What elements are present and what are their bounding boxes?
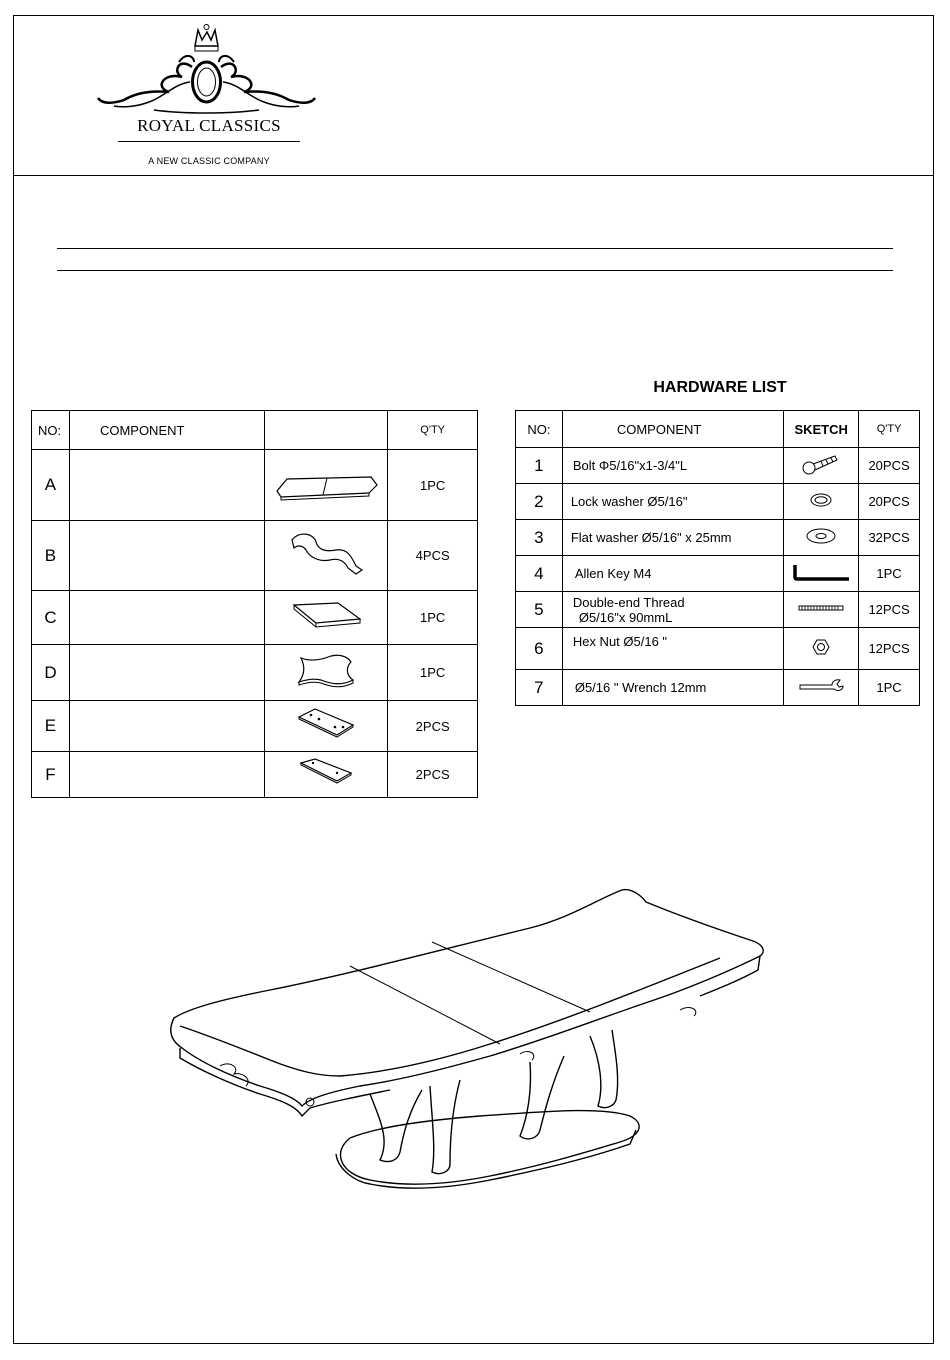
component-letter: B	[32, 521, 70, 591]
hw-sketch	[784, 592, 859, 628]
assembled-table-illustration	[160, 880, 780, 1190]
hw-description-line: Hex Nut Ø5/16 "	[572, 634, 668, 649]
hw-sketch	[784, 628, 859, 670]
hw-sketch	[784, 556, 859, 592]
table-top-icon	[271, 463, 381, 503]
hw-description	[562, 520, 783, 556]
hardware-list-title: HARDWARE LIST	[653, 379, 787, 396]
hw-number: 2	[516, 484, 563, 520]
hw-number: 1	[516, 448, 563, 484]
hw-header-no: NO:	[516, 411, 563, 448]
hw-sketch	[784, 670, 859, 706]
hw-description-line: Flat washer Ø5/16" x 25mm	[570, 530, 732, 545]
hw-number: 5	[516, 592, 563, 628]
hw-description-line: Ø5/16 " Wrench 12mm	[574, 680, 707, 695]
component-qty: 1PC	[388, 591, 478, 645]
component-row	[32, 645, 478, 701]
hardware-row	[516, 520, 920, 556]
header-no: NO:	[32, 411, 70, 450]
hardware-table	[515, 410, 920, 706]
component-header-row	[32, 411, 478, 450]
pedestal-base-icon	[291, 648, 361, 692]
hw-header-component: COMPONENT	[562, 411, 783, 448]
title-rule-top	[57, 248, 893, 249]
component-name	[69, 645, 264, 701]
wrench-icon	[796, 676, 846, 696]
component-letter: E	[32, 701, 70, 752]
hw-description-line: Lock washer Ø5/16"	[570, 494, 688, 509]
component-letter: D	[32, 645, 70, 701]
lock-washer-icon	[806, 490, 836, 510]
bolt-icon	[801, 452, 841, 476]
mounting-plate-icon	[291, 705, 361, 743]
component-row	[32, 701, 478, 752]
hw-sketch	[784, 520, 859, 556]
title-rule-bottom	[57, 270, 893, 271]
hw-description-line: Ø5/16"x 90mmL	[578, 609, 673, 625]
component-qty: 2PCS	[388, 701, 478, 752]
curved-leg-icon	[286, 528, 366, 578]
hw-qty: 20PCS	[859, 448, 920, 484]
hw-description	[562, 484, 783, 520]
hardware-row	[516, 484, 920, 520]
component-name	[69, 591, 264, 645]
hardware-row	[516, 592, 920, 628]
hw-description-line: Bolt Φ5/16"x1-3/4"L	[572, 458, 688, 473]
hw-description	[562, 670, 783, 706]
component-letter: C	[32, 591, 70, 645]
hw-description-line: Allen Key M4	[574, 566, 652, 581]
hw-description-line: Double-end Thread	[572, 594, 685, 610]
hw-number: 3	[516, 520, 563, 556]
component-name	[69, 521, 264, 591]
component-row	[32, 591, 478, 645]
hardware-header-row	[516, 411, 920, 448]
component-sketch	[265, 752, 388, 798]
hardware-row	[516, 628, 920, 670]
hw-description	[562, 448, 783, 484]
hw-qty: 1PC	[859, 556, 920, 592]
hw-number: 6	[516, 628, 563, 670]
component-letter: A	[32, 450, 70, 521]
brand-name: ROYAL CLASSICS	[137, 116, 281, 135]
component-row	[32, 752, 478, 798]
component-qty: 4PCS	[388, 521, 478, 591]
component-letter: F	[32, 752, 70, 798]
header-qty: Q'TY	[388, 411, 478, 450]
component-qty: 1PC	[388, 645, 478, 701]
hw-description	[562, 628, 783, 670]
component-sketch	[265, 450, 388, 521]
header-divider	[13, 175, 934, 176]
hw-number: 7	[516, 670, 563, 706]
hw-sketch	[784, 448, 859, 484]
component-name	[69, 701, 264, 752]
allen-key-icon	[789, 562, 853, 582]
hw-header-qty: Q'TY	[859, 411, 920, 448]
hw-qty: 1PC	[859, 670, 920, 706]
component-row	[32, 521, 478, 591]
hw-number: 4	[516, 556, 563, 592]
component-qty: 2PCS	[388, 752, 478, 798]
brand-logo	[94, 22, 324, 172]
hw-qty: 32PCS	[859, 520, 920, 556]
flat-washer-icon	[803, 526, 839, 546]
mounting-plate-small-icon	[291, 755, 361, 789]
threaded-rod-icon	[796, 602, 846, 614]
component-name	[69, 450, 264, 521]
hw-sketch	[784, 484, 859, 520]
brand-tagline: A NEW CLASSIC COMPANY	[148, 156, 270, 166]
hw-qty: 12PCS	[859, 592, 920, 628]
component-row	[32, 450, 478, 521]
hardware-row	[516, 556, 920, 592]
hw-description	[562, 592, 783, 628]
hw-description	[562, 556, 783, 592]
component-name	[69, 752, 264, 798]
header-component: COMPONENT	[69, 411, 264, 450]
component-table	[31, 410, 478, 798]
component-sketch	[265, 645, 388, 701]
hw-header-sketch: SKETCH	[784, 411, 859, 448]
brand-underline	[118, 141, 300, 142]
crown-crest-icon	[94, 22, 324, 117]
apron-board-icon	[286, 597, 366, 633]
hw-qty: 12PCS	[859, 628, 920, 670]
hardware-row	[516, 670, 920, 706]
hex-nut-icon	[809, 637, 833, 657]
hardware-row	[516, 448, 920, 484]
hw-qty: 20PCS	[859, 484, 920, 520]
component-sketch	[265, 591, 388, 645]
header-sketch	[265, 411, 388, 450]
component-qty: 1PC	[388, 450, 478, 521]
component-sketch	[265, 701, 388, 752]
component-sketch	[265, 521, 388, 591]
